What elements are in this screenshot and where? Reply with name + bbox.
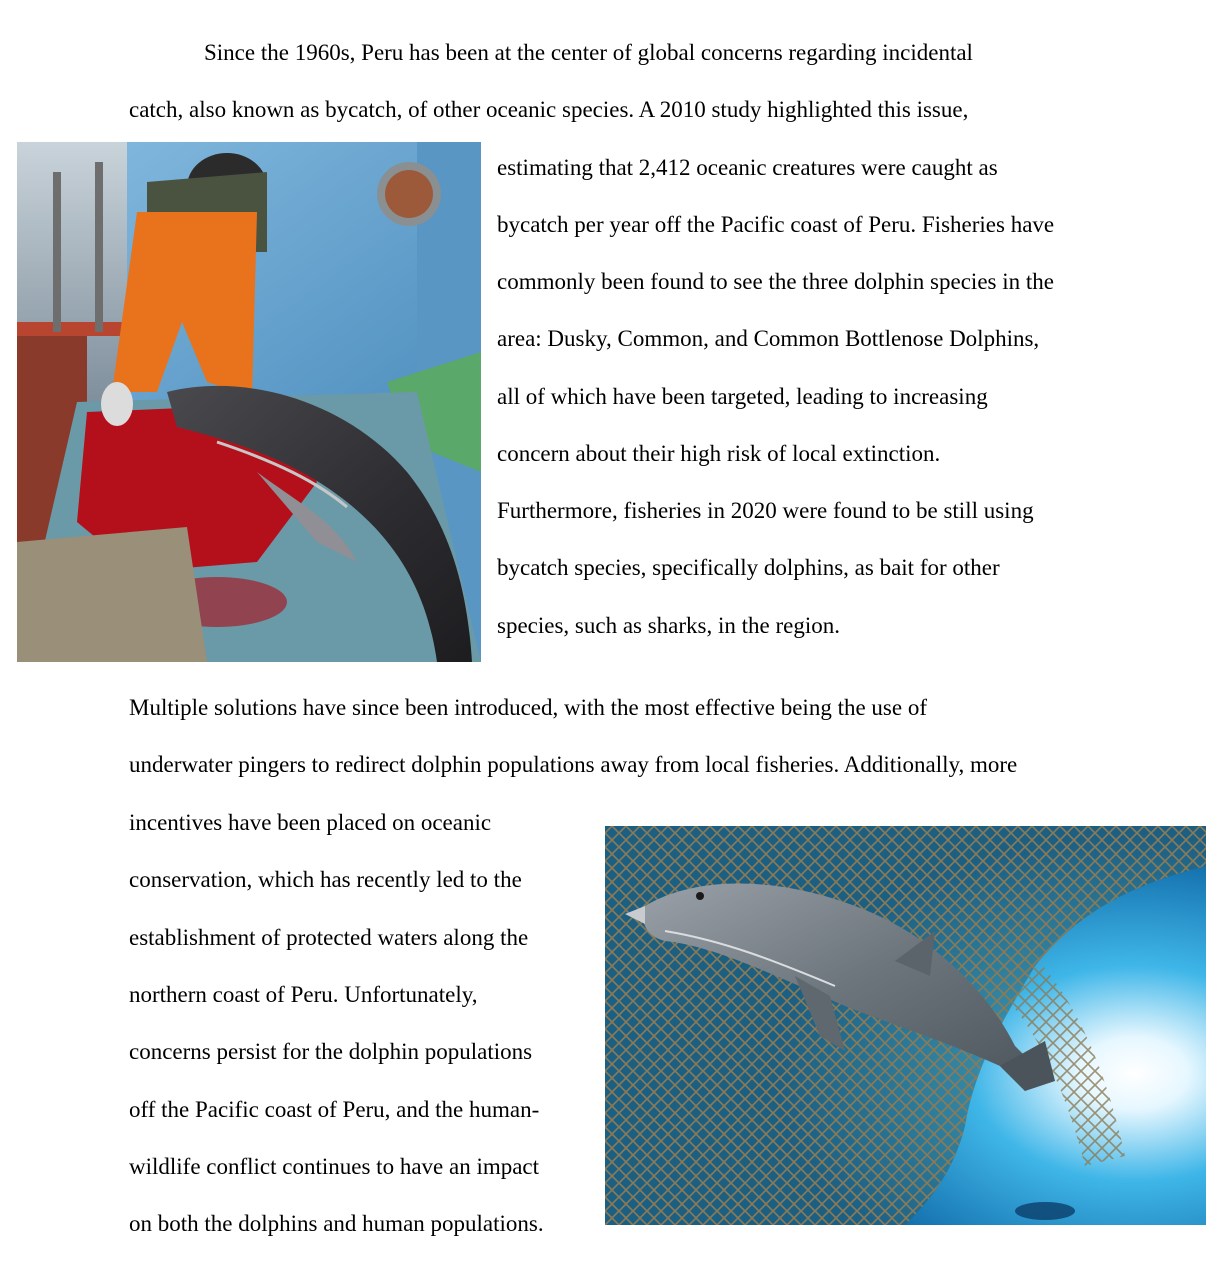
paragraph-2-line-8: off the Pacific coast of Peru, and the human- bbox=[129, 1097, 540, 1122]
paragraph-2-line-9: wildlife conflict continues to have an impact bbox=[129, 1154, 540, 1179]
paragraph-2-line-1: Multiple solutions have since been introduced, with the most effective being the use of bbox=[129, 695, 927, 720]
paragraph-1-line-10: bycatch species, specifically dolphins, as bait for other bbox=[497, 555, 1000, 580]
dolphin-net-illustration bbox=[605, 826, 1206, 1225]
paragraph-1-line-5: commonly been found to see the three dolphin species in the bbox=[497, 269, 1054, 294]
paragraph-1-line-2: catch, also known as bycatch, of other oceanic species. A 2010 study highlighted this issue, bbox=[129, 97, 969, 122]
paragraph-1-line-1: Since the 1960s, Peru has been at the center of global concerns regarding incidental bbox=[204, 40, 973, 65]
paragraph-1-line-11: species, such as sharks, in the region. bbox=[497, 613, 841, 638]
paragraph-1-line-9: Furthermore, fisheries in 2020 were found to be still using bbox=[497, 498, 1034, 523]
paragraph-1-line-3: estimating that 2,412 oceanic creatures were caught as bbox=[497, 155, 998, 180]
paragraph-2-line-4: conservation, which has recently led to the bbox=[129, 867, 522, 892]
paragraph-1-line-7: all of which have been targeted, leading to increasing bbox=[497, 384, 988, 409]
paragraph-1-line-8: concern about their high risk of local extinction. bbox=[497, 441, 941, 466]
paragraph-2-line-2: underwater pingers to redirect dolphin populations away from local fisheries. Additionally, more bbox=[129, 752, 1018, 777]
fisherman-dolphin-photo bbox=[17, 142, 481, 662]
paragraph-2-line-5: establishment of protected waters along the bbox=[129, 925, 529, 950]
paragraph-2-line-3: incentives have been placed on oceanic bbox=[129, 810, 492, 835]
paragraph-2-line-10: on both the dolphins and human populations. bbox=[129, 1211, 544, 1236]
paragraph-2-line-7: concerns persist for the dolphin populations bbox=[129, 1039, 533, 1064]
paragraph-1-line-4: bycatch per year off the Pacific coast of Peru. Fisheries have bbox=[497, 212, 1055, 237]
fisherman-dolphin-illustration bbox=[17, 142, 481, 662]
paragraph-1-line-6: area: Dusky, Common, and Common Bottlenose Dolphins, bbox=[497, 326, 1040, 351]
paragraph-2-line-6: northern coast of Peru. Unfortunately, bbox=[129, 982, 478, 1007]
dolphin-net-photo bbox=[605, 826, 1206, 1225]
